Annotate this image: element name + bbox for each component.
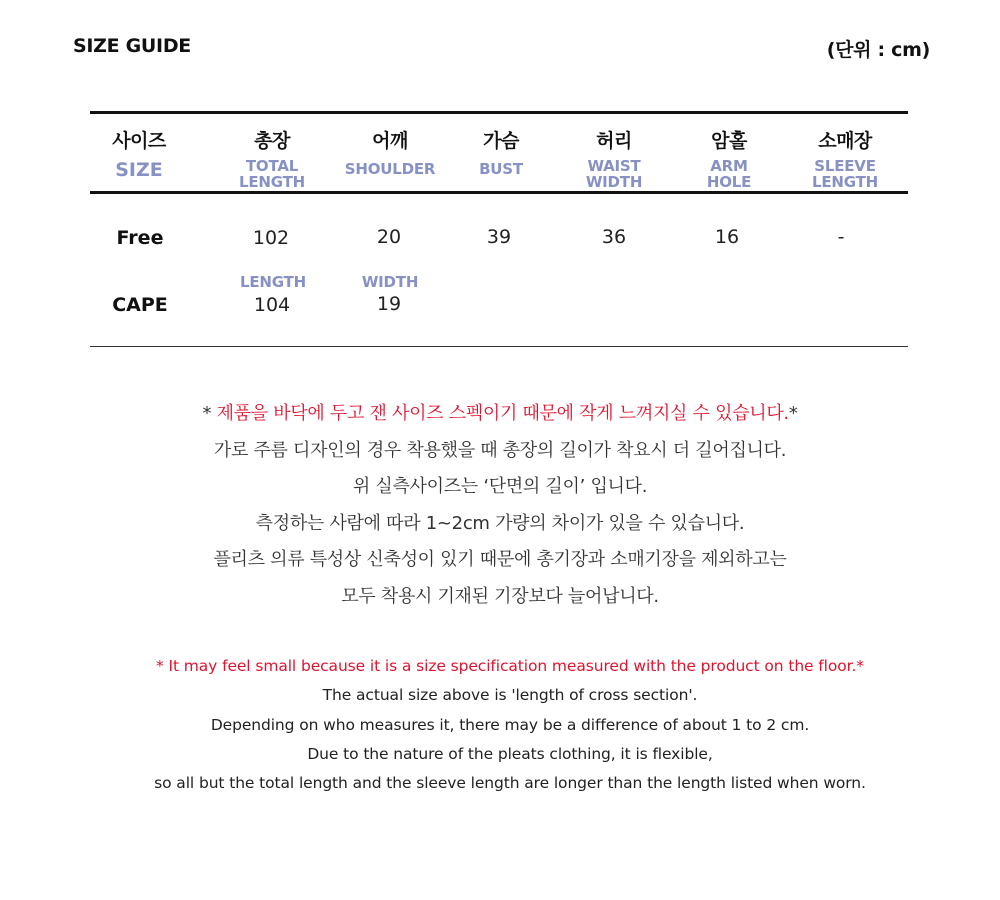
note-asterisk: * [788,403,798,424]
value-waist-width: 36 [601,226,627,248]
row-label-free: Free [116,227,164,249]
column-label-en: WAIST [587,157,641,175]
note-line: Depending on who measures it, there may be a difference of about 1 to 2 cm. [210,715,810,734]
page-title: SIZE GUIDE [73,35,191,57]
column-label-en: HOLE [706,173,752,191]
column-label-kr: 허리 [596,130,632,152]
value-arm-hole: 16 [714,226,740,248]
table-top-rule [90,111,908,114]
value-cape-length: 104 [253,294,291,316]
note-line: The actual size above is 'length of cross section'. [322,686,698,705]
column-label-en: SLEEVE [814,157,876,175]
value-shoulder: 20 [376,226,402,248]
value-bust: 39 [486,226,512,248]
value-sleeve-length: - [837,226,845,248]
note-line: so all but the total length and the sleeve length are longer than the length listed when worn. [154,774,866,793]
column-label-kr: 암홀 [711,130,747,152]
column-header-sleeve-length [775,126,915,190]
column-label-kr: 가슴 [483,130,519,152]
table-bottom-rule [90,346,908,347]
note-warning-en: * It may feel small because it is a size specification measured with the product on the floor.* [156,657,864,675]
value-total-length: 102 [252,227,290,249]
note-line: 모두 착용시 기재된 기장보다 늘어납니다. [341,585,659,607]
column-label-en: SHOULDER [344,160,436,178]
cape-length-sublabel: LENGTH [240,273,306,291]
cape-width-sublabel: WIDTH [361,273,419,291]
column-label-en: LENGTH [812,173,878,191]
column-label-en: SIZE [115,159,163,181]
notes-korean [0,396,1000,615]
column-label-en: WIDTH [585,173,643,191]
notes-english [0,652,1000,798]
column-label-kr: 어깨 [372,130,408,152]
column-label-kr: 사이즈 [112,130,166,152]
column-label-en: TOTAL [245,157,299,175]
column-label-en: BUST [479,160,523,178]
note-asterisk: * [202,403,217,424]
note-line: 측정하는 사람에 따라 1~2cm 가량의 차이가 있을 수 있습니다. [255,512,745,534]
row-label-cape: CAPE [112,294,168,316]
table-header-rule [90,191,908,194]
column-label-en: LENGTH [239,173,305,191]
unit-label: (단위 : cm) [826,39,930,61]
column-header-size [69,126,209,181]
note-line: 위 실측사이즈는 ‘단면의 길이’ 입니다. [352,476,648,497]
note-line: Due to the nature of the pleats clothing, it is flexible, [307,744,713,763]
column-label-en: ARM [710,157,748,175]
value-cape-width: 19 [376,293,402,315]
note-line: 플리츠 의류 특성상 신축성이 있기 때문에 총기장과 소매기장을 제외하고는 [213,549,787,570]
note-line [0,396,1000,433]
note-warning: 제품을 바닥에 두고 잰 사이즈 스펙이기 때문에 작게 느껴지실 수 있습니다. [216,403,789,424]
note-line: 가로 주름 디자인의 경우 착용했을 때 총장의 길이가 착요시 더 길어집니다. [213,439,787,461]
column-label-kr: 소매장 [818,130,872,152]
column-label-kr: 총장 [254,130,290,152]
